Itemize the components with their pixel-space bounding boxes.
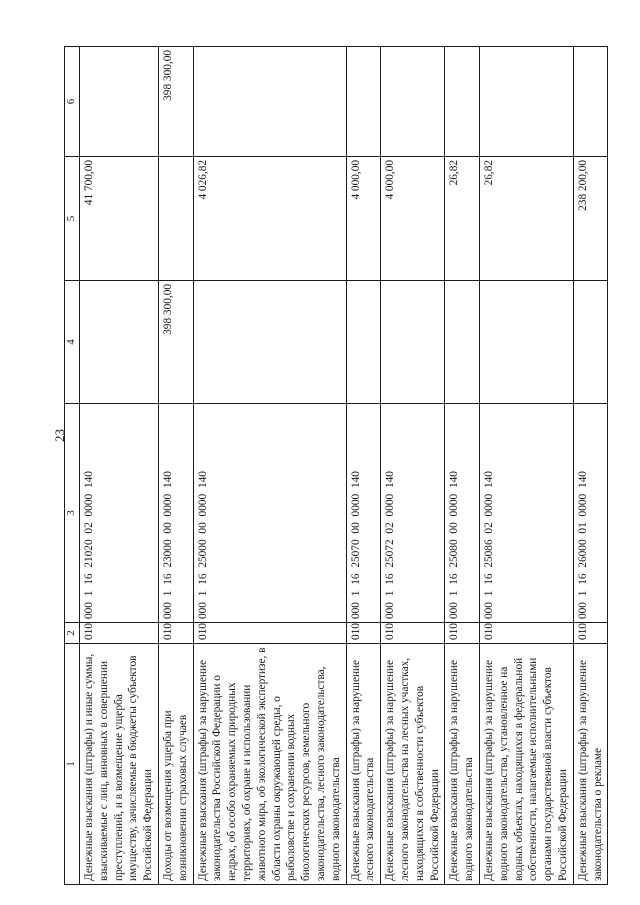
admin-code: 010 bbox=[381, 623, 445, 644]
column-number: 3 bbox=[65, 404, 80, 623]
budget-code: 000 1 16 23000 00 0000 140 bbox=[158, 404, 193, 623]
col4-value bbox=[573, 281, 608, 404]
col4-value bbox=[445, 281, 480, 404]
budget-code: 000 1 16 25070 00 0000 140 bbox=[346, 404, 381, 623]
row-name: Доходы от возмещения ущерба при возникновении страховых случаев bbox=[158, 644, 193, 885]
column-number: 1 bbox=[65, 644, 80, 885]
budget-code: 000 1 16 25080 00 0000 140 bbox=[445, 404, 480, 623]
row-name: Денежные взыскания (штрафы) за нарушение законодательства Российской Федерации о недрах, об особо охраняемых природных территориях, об охране и использовании животного мира, об экологической экспертизе, в области охраны окружающей среды, о рыболовстве и сохранении водных биологических ресурсов, земельного законодательства, лесного законодательства, водного законодательства bbox=[193, 644, 346, 885]
col5-value: 4 000,00 bbox=[381, 157, 445, 281]
table-row bbox=[80, 47, 159, 885]
col6-value bbox=[193, 47, 346, 157]
table-row bbox=[158, 47, 193, 885]
table-row bbox=[346, 47, 381, 885]
admin-code: 010 bbox=[479, 623, 573, 644]
col6-value bbox=[445, 47, 480, 157]
col4-value bbox=[346, 281, 381, 404]
budget-code: 000 1 16 25000 00 0000 140 bbox=[193, 404, 346, 623]
row-name: Денежные взыскания (штрафы) за нарушение водного законодательства, установленное на водных объектах, находящихся в федеральной собственности, налагаемые исполнительными органами государственной власти субъектов Российской Федерации bbox=[479, 644, 573, 885]
col5-value bbox=[158, 157, 193, 281]
col5-value: 26,82 bbox=[445, 157, 480, 281]
admin-code: 010 bbox=[573, 623, 608, 644]
column-number: 4 bbox=[65, 281, 80, 404]
admin-code: 010 bbox=[158, 623, 193, 644]
col4-value: 398 300,00 bbox=[158, 281, 193, 404]
col4-value bbox=[80, 281, 159, 404]
col5-value: 41 700,00 bbox=[80, 157, 159, 281]
col6-value bbox=[573, 47, 608, 157]
row-name: Денежные взыскания (штрафы) за нарушение лесного законодательства bbox=[346, 644, 381, 885]
row-name: Денежные взыскания (штрафы) и иные суммы, взыскиваемые с лиц, виновных в совершении преступлений, и в возмещение ущерба имуществу, зачисляемые в бюджеты субъектов Российской Федерации bbox=[80, 644, 159, 885]
row-name: Денежные взыскания (штрафы) за нарушение законодательства о рекламе bbox=[573, 644, 608, 885]
admin-code: 010 bbox=[346, 623, 381, 644]
col5-value: 26,82 bbox=[479, 157, 573, 281]
col6-value: 398 300,00 bbox=[158, 47, 193, 157]
admin-code: 010 bbox=[445, 623, 480, 644]
table-row bbox=[573, 47, 608, 885]
budget-code: 000 1 16 25086 02 0000 140 bbox=[479, 404, 573, 623]
column-number-row bbox=[65, 47, 80, 885]
col6-value bbox=[346, 47, 381, 157]
col4-value bbox=[479, 281, 573, 404]
rotated-page bbox=[64, 47, 616, 885]
col5-value: 4 026,82 bbox=[193, 157, 346, 281]
col6-value bbox=[381, 47, 445, 157]
budget-code: 000 1 16 21020 02 0000 140 bbox=[80, 404, 159, 623]
table-row bbox=[445, 47, 480, 885]
row-name: Денежные взыскания (штрафы) за нарушение лесного законодательства на лесных участках, находящихся в собственности субъектов Российской Федерации bbox=[381, 644, 445, 885]
table-row bbox=[193, 47, 346, 885]
table-row bbox=[479, 47, 573, 885]
column-number: 6 bbox=[65, 47, 80, 157]
admin-code: 010 bbox=[193, 623, 346, 644]
admin-code: 010 bbox=[80, 623, 159, 644]
col5-value: 238 200,00 bbox=[573, 157, 608, 281]
col6-value bbox=[479, 47, 573, 157]
col4-value bbox=[193, 281, 346, 404]
table-row bbox=[381, 47, 445, 885]
revenue-table bbox=[64, 46, 608, 885]
column-number: 5 bbox=[65, 157, 80, 281]
page-number: 23 bbox=[52, 429, 67, 442]
col4-value bbox=[381, 281, 445, 404]
column-number: 2 bbox=[65, 623, 80, 644]
budget-code: 000 1 16 26000 01 0000 140 bbox=[573, 404, 608, 623]
col6-value bbox=[80, 47, 159, 157]
budget-code: 000 1 16 25072 02 0000 140 bbox=[381, 404, 445, 623]
row-name: Денежные взыскания (штрафы) за нарушение водного законодательства bbox=[445, 644, 480, 885]
col5-value: 4 000,00 bbox=[346, 157, 381, 281]
